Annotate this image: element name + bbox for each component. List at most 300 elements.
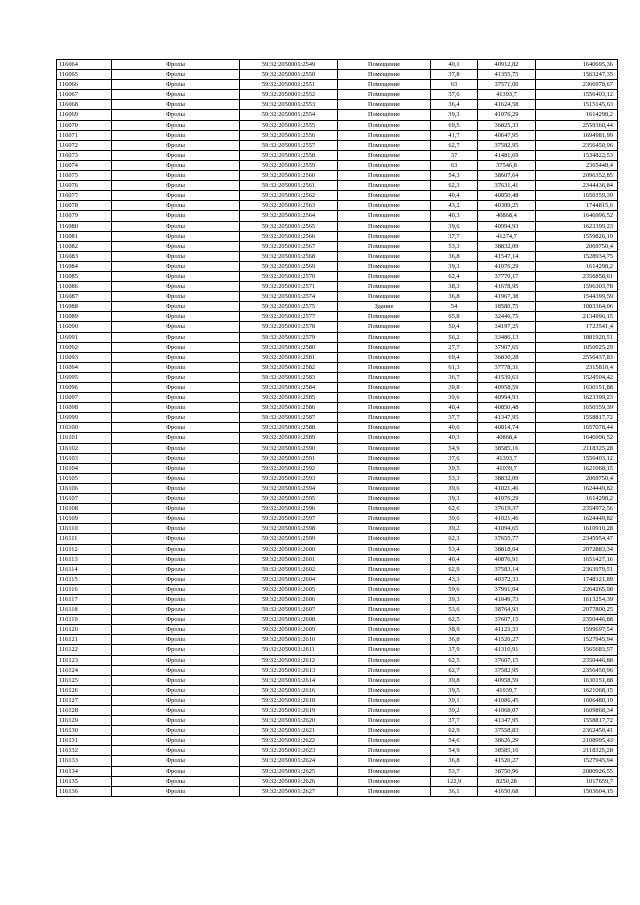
cadastral-number-cell: 59:32:2050001:2614 xyxy=(240,675,338,685)
unit-value-cell: 37655,77 xyxy=(478,534,536,544)
locality-cell: Фролы xyxy=(112,332,240,342)
object-type-cell: Помещение xyxy=(338,251,431,261)
unit-value-cell: 41086,45 xyxy=(478,695,536,705)
row-number-cell: 116103 xyxy=(57,453,112,463)
row-number-cell: 116069 xyxy=(57,110,112,120)
cadastral-value-cell: 2354972,56 xyxy=(536,504,618,514)
cadastral-value-cell: 2077800,25 xyxy=(536,605,618,615)
row-number-cell: 116075 xyxy=(57,171,112,181)
area-cell: 39,8 xyxy=(431,383,478,393)
object-type-cell: Помещение xyxy=(338,716,431,726)
cadastral-value-cell: 1556403,12 xyxy=(536,453,618,463)
unit-value-cell: 41039,7 xyxy=(478,463,536,473)
row-number-cell: 116124 xyxy=(57,665,112,675)
row-number-cell: 116065 xyxy=(57,70,112,80)
area-cell: 54,9 xyxy=(431,746,478,756)
area-cell: 43,3 xyxy=(431,574,478,584)
table-row xyxy=(57,251,618,261)
row-number-cell: 116097 xyxy=(57,393,112,403)
unit-value-cell: 40647,95 xyxy=(478,130,536,140)
locality-cell: Фролы xyxy=(112,171,240,181)
unit-value-cell: 38626,29 xyxy=(478,736,536,746)
unit-value-cell: 37907,65 xyxy=(478,342,536,352)
locality-cell: Фролы xyxy=(112,746,240,756)
cadastral-value-cell: 1623399,23 xyxy=(536,221,618,231)
row-number-cell: 116125 xyxy=(57,675,112,685)
table-row xyxy=(57,635,618,645)
area-cell: 53,7 xyxy=(431,766,478,776)
table-row xyxy=(57,90,618,100)
object-type-cell: Помещение xyxy=(338,282,431,292)
row-number-cell: 116135 xyxy=(57,776,112,786)
area-cell: 62,3 xyxy=(431,181,478,191)
cadastral-number-cell: 59:32:2050001:2607 xyxy=(240,605,338,615)
locality-cell: Фролы xyxy=(112,564,240,574)
object-type-cell: Помещение xyxy=(338,120,431,130)
cadastral-number-cell: 59:32:2050001:2608 xyxy=(240,615,338,625)
cadastral-value-cell: 1623399,23 xyxy=(536,393,618,403)
cadastral-value-cell: 1503604,15 xyxy=(536,786,618,796)
cadastral-number-cell: 59:32:2050001:2601 xyxy=(240,554,338,564)
unit-value-cell: 41624,58 xyxy=(478,100,536,110)
table-row xyxy=(57,413,618,423)
cadastral-value-cell: 2080926,55 xyxy=(536,766,618,776)
table-row xyxy=(57,473,618,483)
cadastral-value-cell: 1646996,52 xyxy=(536,211,618,221)
cadastral-number-cell: 59:32:2050001:2558 xyxy=(240,150,338,160)
cadastral-value-cell: 1657078,44 xyxy=(536,423,618,433)
locality-cell: Фролы xyxy=(112,776,240,786)
unit-value-cell: 36836,28 xyxy=(478,352,536,362)
locality-cell: Фролы xyxy=(112,655,240,665)
row-number-cell: 116119 xyxy=(57,615,112,625)
area-cell: 62,9 xyxy=(431,564,478,574)
row-number-cell: 116126 xyxy=(57,685,112,695)
cadastral-number-cell: 59:32:2050001:2586 xyxy=(240,403,338,413)
locality-cell: Фролы xyxy=(112,140,240,150)
unit-value-cell: 41678,95 xyxy=(478,282,536,292)
object-type-cell: Помещение xyxy=(338,181,431,191)
area-cell: 39,5 xyxy=(431,463,478,473)
object-type-cell: Помещение xyxy=(338,362,431,372)
cadastral-value-cell: 2363979,51 xyxy=(536,564,618,574)
area-cell: 62,6 xyxy=(431,504,478,514)
area-cell: 53,6 xyxy=(431,605,478,615)
row-number-cell: 116114 xyxy=(57,564,112,574)
area-cell: 54,6 xyxy=(431,736,478,746)
table-row xyxy=(57,786,618,796)
cadastral-value-cell: 2118325,28 xyxy=(536,443,618,453)
cadastral-number-cell: 59:32:2050001:2553 xyxy=(240,100,338,110)
area-cell: 54,9 xyxy=(431,443,478,453)
cadastral-number-cell: 59:32:2050001:2551 xyxy=(240,80,338,90)
cadastral-value-cell: 2556437,83 xyxy=(536,352,618,362)
locality-cell: Фролы xyxy=(112,443,240,453)
cadastral-value-cell: 1527945,94 xyxy=(536,756,618,766)
locality-cell: Фролы xyxy=(112,302,240,312)
object-type-cell: Помещение xyxy=(338,685,431,695)
object-type-cell: Помещение xyxy=(338,605,431,615)
locality-cell: Фролы xyxy=(112,625,240,635)
unit-value-cell: 40994,93 xyxy=(478,393,536,403)
row-number-cell: 116116 xyxy=(57,584,112,594)
cadastral-number-cell: 59:32:2050001:2567 xyxy=(240,241,338,251)
object-type-cell: Помещение xyxy=(338,80,431,90)
table-row xyxy=(57,282,618,292)
locality-cell: Фролы xyxy=(112,150,240,160)
object-type-cell: Помещение xyxy=(338,60,431,70)
table-row xyxy=(57,655,618,665)
table-row xyxy=(57,201,618,211)
object-type-cell: Помещение xyxy=(338,453,431,463)
unit-value-cell: 41650,68 xyxy=(478,786,536,796)
cadastral-value-cell: 2350446,88 xyxy=(536,615,618,625)
row-number-cell: 116090 xyxy=(57,322,112,332)
cadastral-number-cell: 59:32:2050001:2584 xyxy=(240,383,338,393)
row-number-cell: 116080 xyxy=(57,221,112,231)
row-number-cell: 116092 xyxy=(57,342,112,352)
area-cell: 36,8 xyxy=(431,251,478,261)
object-type-cell: Помещение xyxy=(338,413,431,423)
cadastral-number-cell: 59:32:2050001:2626 xyxy=(240,776,338,786)
locality-cell: Фролы xyxy=(112,645,240,655)
cadastral-value-cell: 2134996,15 xyxy=(536,312,618,322)
object-type-cell: Помещение xyxy=(338,473,431,483)
cadastral-number-cell: 59:32:2050001:2599 xyxy=(240,534,338,544)
locality-cell: Фролы xyxy=(112,352,240,362)
cadastral-value-cell: 2559360,44 xyxy=(536,120,618,130)
cadastral-value-cell: 2108995,43 xyxy=(536,736,618,746)
row-number-cell: 116079 xyxy=(57,211,112,221)
locality-cell: Фролы xyxy=(112,181,240,191)
cadastral-number-cell: 59:32:2050001:2605 xyxy=(240,584,338,594)
unit-value-cell: 37607,15 xyxy=(478,615,536,625)
row-number-cell: 116095 xyxy=(57,372,112,382)
table-row xyxy=(57,181,618,191)
locality-cell: Фролы xyxy=(112,362,240,372)
unit-value-cell: 8250,28 xyxy=(478,776,536,786)
cadastral-number-cell: 59:32:2050001:2579 xyxy=(240,332,338,342)
locality-cell: Фролы xyxy=(112,160,240,170)
area-cell: 54,3 xyxy=(431,171,478,181)
cadastral-value-cell: 1640695,36 xyxy=(536,60,618,70)
table-row xyxy=(57,776,618,786)
cadastral-value-cell: 1524504,42 xyxy=(536,372,618,382)
table-row xyxy=(57,716,618,726)
row-number-cell: 116064 xyxy=(57,60,112,70)
table-row xyxy=(57,514,618,524)
cadastral-value-cell: 2069750,4 xyxy=(536,241,618,251)
area-cell: 54 xyxy=(431,302,478,312)
table-row xyxy=(57,231,618,241)
cadastral-value-cell: 1694981,99 xyxy=(536,130,618,140)
cadastral-number-cell: 59:32:2050001:2556 xyxy=(240,130,338,140)
object-type-cell: Помещение xyxy=(338,665,431,675)
locality-cell: Фролы xyxy=(112,372,240,382)
unit-value-cell: 41076,29 xyxy=(478,110,536,120)
object-type-cell: Помещение xyxy=(338,483,431,493)
locality-cell: Фролы xyxy=(112,554,240,564)
object-type-cell: Помещение xyxy=(338,140,431,150)
locality-cell: Фролы xyxy=(112,423,240,433)
cadastral-number-cell: 59:32:2050001:2575 xyxy=(240,302,338,312)
row-number-cell: 116136 xyxy=(57,786,112,796)
cadastral-number-cell: 59:32:2050001:2592 xyxy=(240,463,338,473)
area-cell: 62,9 xyxy=(431,726,478,736)
cadastral-number-cell: 59:32:2050001:2561 xyxy=(240,181,338,191)
cadastral-number-cell: 59:32:2050001:2588 xyxy=(240,423,338,433)
table-row xyxy=(57,393,618,403)
locality-cell: Фролы xyxy=(112,483,240,493)
unit-value-cell: 38764,93 xyxy=(478,605,536,615)
object-type-cell: Помещение xyxy=(338,786,431,796)
row-number-cell: 116096 xyxy=(57,383,112,393)
unit-value-cell: 40958,59 xyxy=(478,383,536,393)
cadastral-value-cell: 2315810,4 xyxy=(536,362,618,372)
object-type-cell: Помещение xyxy=(338,221,431,231)
area-cell: 39,1 xyxy=(431,695,478,705)
locality-cell: Фролы xyxy=(112,90,240,100)
cadastral-table xyxy=(56,59,618,797)
table-row xyxy=(57,584,618,594)
locality-cell: Фролы xyxy=(112,786,240,796)
table-row xyxy=(57,352,618,362)
row-number-cell: 116102 xyxy=(57,443,112,453)
object-type-cell: Помещение xyxy=(338,191,431,201)
locality-cell: Фролы xyxy=(112,695,240,705)
row-number-cell: 116112 xyxy=(57,544,112,554)
row-number-cell: 116089 xyxy=(57,312,112,322)
unit-value-cell: 38832,09 xyxy=(478,473,536,483)
cadastral-value-cell: 1556403,12 xyxy=(536,90,618,100)
row-number-cell: 116113 xyxy=(57,554,112,564)
row-number-cell: 116115 xyxy=(57,574,112,584)
unit-value-cell: 40994,93 xyxy=(478,221,536,231)
object-type-cell: Помещение xyxy=(338,574,431,584)
locality-cell: Фролы xyxy=(112,605,240,615)
cadastral-value-cell: 1599697,54 xyxy=(536,625,618,635)
object-type-cell: Здание xyxy=(338,302,431,312)
unit-value-cell: 40372,33 xyxy=(478,574,536,584)
cadastral-number-cell: 59:32:2050001:2609 xyxy=(240,625,338,635)
locality-cell: Фролы xyxy=(112,514,240,524)
cadastral-number-cell: 59:32:2050001:2560 xyxy=(240,171,338,181)
table-row xyxy=(57,211,618,221)
cadastral-value-cell: 2350446,88 xyxy=(536,655,618,665)
table-row xyxy=(57,171,618,181)
cadastral-number-cell: 59:32:2050001:2589 xyxy=(240,433,338,443)
table-row xyxy=(57,706,618,716)
locality-cell: Фролы xyxy=(112,413,240,423)
table-row xyxy=(57,140,618,150)
row-number-cell: 116100 xyxy=(57,423,112,433)
area-cell: 40,3 xyxy=(431,433,478,443)
row-number-cell: 116120 xyxy=(57,625,112,635)
cadastral-value-cell: 1558817,72 xyxy=(536,716,618,726)
table-row xyxy=(57,564,618,574)
unit-value-cell: 41520,27 xyxy=(478,756,536,766)
object-type-cell: Помещение xyxy=(338,231,431,241)
row-number-cell: 116071 xyxy=(57,130,112,140)
table-row xyxy=(57,110,618,120)
row-number-cell: 116106 xyxy=(57,483,112,493)
table-row xyxy=(57,160,618,170)
locality-cell: Фролы xyxy=(112,726,240,736)
unit-value-cell: 36825,33 xyxy=(478,120,536,130)
table-row xyxy=(57,483,618,493)
object-type-cell: Помещение xyxy=(338,736,431,746)
table-row xyxy=(57,726,618,736)
unit-value-cell: 40389,25 xyxy=(478,201,536,211)
locality-cell: Фролы xyxy=(112,201,240,211)
object-type-cell: Помещение xyxy=(338,615,431,625)
table-row xyxy=(57,544,618,554)
cadastral-value-cell: 1610910,28 xyxy=(536,524,618,534)
locality-cell: Фролы xyxy=(112,494,240,504)
locality-cell: Фролы xyxy=(112,736,240,746)
object-type-cell: Помещение xyxy=(338,90,431,100)
area-cell: 39,6 xyxy=(431,483,478,493)
object-type-cell: Помещение xyxy=(338,241,431,251)
cadastral-value-cell: 1748121,89 xyxy=(536,574,618,584)
locality-cell: Фролы xyxy=(112,231,240,241)
row-number-cell: 116087 xyxy=(57,292,112,302)
object-type-cell: Помещение xyxy=(338,130,431,140)
cadastral-number-cell: 59:32:2050001:2621 xyxy=(240,726,338,736)
table-row xyxy=(57,746,618,756)
unit-value-cell: 41094,65 xyxy=(478,524,536,534)
object-type-cell: Помещение xyxy=(338,584,431,594)
object-type-cell: Помещение xyxy=(338,504,431,514)
cadastral-value-cell: 1624449,82 xyxy=(536,483,618,493)
cadastral-value-cell: 1630151,88 xyxy=(536,675,618,685)
row-number-cell: 116130 xyxy=(57,726,112,736)
object-type-cell: Помещение xyxy=(338,776,431,786)
cadastral-value-cell: 2118325,28 xyxy=(536,746,618,756)
cadastral-value-cell: 2356450,96 xyxy=(536,140,618,150)
area-cell: 41,7 xyxy=(431,130,478,140)
row-number-cell: 116118 xyxy=(57,605,112,615)
cadastral-number-cell: 59:32:2050001:2593 xyxy=(240,473,338,483)
cadastral-number-cell: 59:32:2050001:2600 xyxy=(240,544,338,554)
cadastral-value-cell: 1606480,19 xyxy=(536,695,618,705)
cadastral-number-cell: 59:32:2050001:2623 xyxy=(240,746,338,756)
object-type-cell: Помещение xyxy=(338,746,431,756)
locality-cell: Фролы xyxy=(112,282,240,292)
unit-value-cell: 41547,14 xyxy=(478,251,536,261)
cadastral-number-cell: 59:32:2050001:2574 xyxy=(240,292,338,302)
unit-value-cell: 37558,83 xyxy=(478,726,536,736)
unit-value-cell: 40868,4 xyxy=(478,433,536,443)
object-type-cell: Помещение xyxy=(338,625,431,635)
cadastral-value-cell: 1650359,39 xyxy=(536,403,618,413)
object-type-cell: Помещение xyxy=(338,675,431,685)
unit-value-cell: 41021,46 xyxy=(478,514,536,524)
table-row xyxy=(57,342,618,352)
row-number-cell: 116068 xyxy=(57,100,112,110)
row-number-cell: 116070 xyxy=(57,120,112,130)
unit-value-cell: 38585,16 xyxy=(478,746,536,756)
object-type-cell: Помещение xyxy=(338,695,431,705)
object-type-cell: Помещение xyxy=(338,332,431,342)
object-type-cell: Помещение xyxy=(338,342,431,352)
object-type-cell: Помещение xyxy=(338,383,431,393)
locality-cell: Фролы xyxy=(112,312,240,322)
cadastral-number-cell: 59:32:2050001:2565 xyxy=(240,221,338,231)
locality-cell: Фролы xyxy=(112,615,240,625)
area-cell: 61,3 xyxy=(431,362,478,372)
locality-cell: Фролы xyxy=(112,261,240,271)
unit-value-cell: 38832,09 xyxy=(478,241,536,251)
table-row xyxy=(57,271,618,281)
locality-cell: Фролы xyxy=(112,130,240,140)
unit-value-cell: 40876,91 xyxy=(478,554,536,564)
cadastral-number-cell: 59:32:2050001:2618 xyxy=(240,695,338,705)
row-number-cell: 116122 xyxy=(57,645,112,655)
table-row xyxy=(57,504,618,514)
row-number-cell: 116099 xyxy=(57,413,112,423)
unit-value-cell: 40814,74 xyxy=(478,423,536,433)
area-cell: 53,3 xyxy=(431,241,478,251)
unit-value-cell: 38607,64 xyxy=(478,171,536,181)
area-cell: 40,4 xyxy=(431,403,478,413)
cadastral-value-cell: 1544399,59 xyxy=(536,292,618,302)
cadastral-number-cell: 59:32:2050001:2598 xyxy=(240,524,338,534)
unit-value-cell: 40868,4 xyxy=(478,211,536,221)
locality-cell: Фролы xyxy=(112,383,240,393)
unit-value-cell: 41355,75 xyxy=(478,70,536,80)
cadastral-number-cell: 59:32:2050001:2596 xyxy=(240,504,338,514)
table-row xyxy=(57,383,618,393)
row-number-cell: 116073 xyxy=(57,150,112,160)
object-type-cell: Помещение xyxy=(338,534,431,544)
object-type-cell: Помещение xyxy=(338,726,431,736)
table-row xyxy=(57,60,618,70)
unit-value-cell: 37770,17 xyxy=(478,271,536,281)
table-row xyxy=(57,150,618,160)
unit-value-cell: 37778,31 xyxy=(478,362,536,372)
cadastral-number-cell: 59:32:2050001:2571 xyxy=(240,282,338,292)
unit-value-cell: 37631,41 xyxy=(478,181,536,191)
cadastral-value-cell: 2069750,4 xyxy=(536,473,618,483)
table-row xyxy=(57,685,618,695)
row-number-cell: 116110 xyxy=(57,524,112,534)
object-type-cell: Помещение xyxy=(338,423,431,433)
row-number-cell: 116072 xyxy=(57,140,112,150)
row-number-cell: 116076 xyxy=(57,181,112,191)
unit-value-cell: 41310,91 xyxy=(478,645,536,655)
cadastral-number-cell: 59:32:2050001:2616 xyxy=(240,685,338,695)
unit-value-cell: 40850,48 xyxy=(478,191,536,201)
locality-cell: Фролы xyxy=(112,756,240,766)
cadastral-number-cell: 59:32:2050001:2610 xyxy=(240,635,338,645)
table-row xyxy=(57,736,618,746)
cadastral-number-cell: 59:32:2050001:2590 xyxy=(240,443,338,453)
object-type-cell: Помещение xyxy=(338,463,431,473)
table-row xyxy=(57,70,618,80)
row-number-cell: 116093 xyxy=(57,352,112,362)
locality-cell: Фролы xyxy=(112,594,240,604)
cadastral-value-cell: 1881920,51 xyxy=(536,332,618,342)
table-row xyxy=(57,625,618,635)
unit-value-cell: 33486,13 xyxy=(478,332,536,342)
cadastral-number-cell: 59:32:2050001:2580 xyxy=(240,342,338,352)
cadastral-value-cell: 1744815,6 xyxy=(536,201,618,211)
cadastral-value-cell: 1528934,75 xyxy=(536,251,618,261)
area-cell: 40,3 xyxy=(431,211,478,221)
cadastral-value-cell: 2366978,67 xyxy=(536,80,618,90)
unit-value-cell: 40850,48 xyxy=(478,403,536,413)
